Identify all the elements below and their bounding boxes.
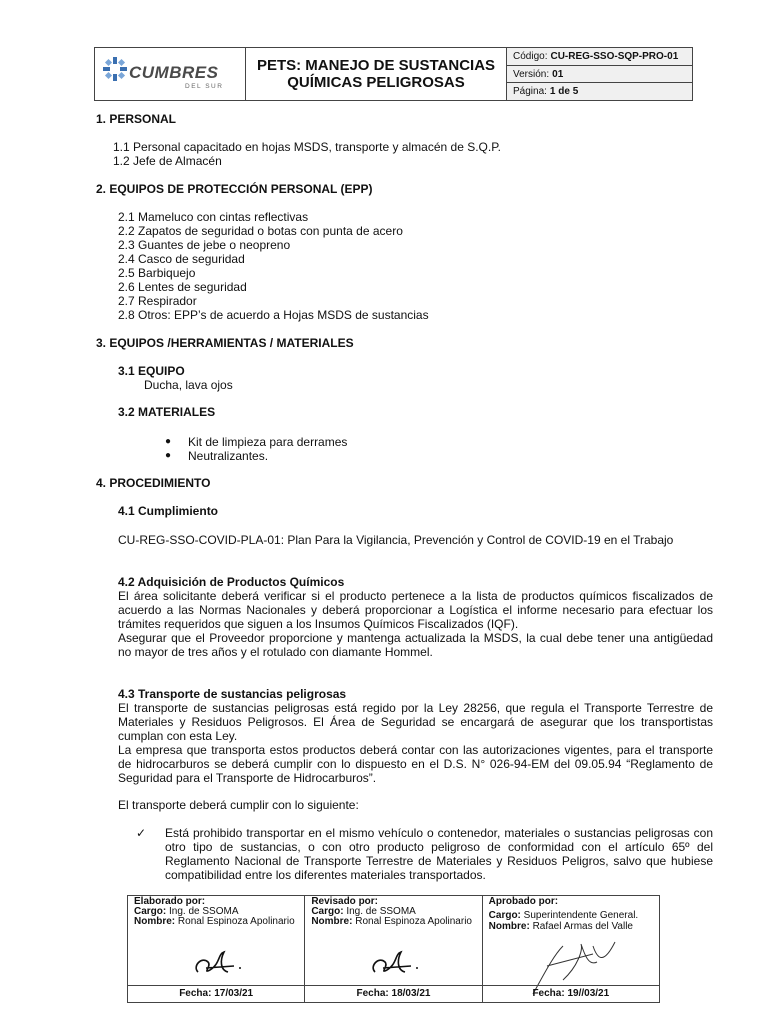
paragraph: El área solicitante deberá verificar si el producto pertenece a la lista de productos químicos fiscalizados de acuerdo a las Normas Nacionales y deberá proporcionar a Logística el informe necesario para efectuar los trámites requeridos que siguen a los Insumos Químicos Fiscalizados (IQF).	[118, 589, 713, 631]
approval-table	[127, 895, 660, 1003]
subsection-4-3-body	[118, 701, 713, 785]
paragraph: El transporte de sustancias peligrosas está regido por la Ley 28256, que regula el Transporte Terrestre de Materiales y Residuos Peligrosos. El Área de Seguridad se encargará de asegurar que los transportistas cumplan con esta Ley.	[118, 701, 713, 743]
aprobado-column: Aprobado por: Cargo: Superintendente General. Nombre: Rafael Armas del Valle Fecha: 19//03/21	[482, 896, 659, 1002]
signature-icon	[190, 948, 250, 978]
signature-icon	[367, 948, 427, 978]
list-item: 1.2 Jefe de Almacén	[113, 154, 222, 168]
paragraph: Asegurar que el Proveedor proporcione y mantenga actualizada la MSDS, la cual debe tener una antigüedad no mayor de tres años y el rotulado con diamante Hommel.	[118, 631, 713, 659]
section-3-heading: 3. EQUIPOS /HERRAMIENTAS / MATERIALES	[96, 336, 354, 350]
subsection-4-2-heading: 4.2 Adquisición de Productos Químicos	[118, 575, 345, 589]
bullet-dot-icon: ●	[165, 450, 172, 461]
section-4-heading: 4. PROCEDIMIENTO	[96, 476, 211, 490]
fecha-revisado: Fecha: 18/03/21	[305, 985, 481, 1002]
document-title	[246, 48, 507, 100]
logo-subtext: DEL SUR	[185, 83, 224, 90]
paragraph: El transporte deberá cumplir con lo siguiente:	[118, 798, 359, 812]
subsection-3-2-heading: 3.2 MATERIALES	[118, 405, 216, 419]
document-meta	[507, 48, 692, 100]
checklist-item: Está prohibido transportar en el mismo vehículo o contenedor, materiales o sustancias peligrosas con otro tipo de sustancias, o con otro producto peligroso de conformidad con el artículo 65º del Reglamento Nacional de Transporte Terrestre de Materiales y Residuos Peligros, salvo que hubiese compatibilidad entre los diferentes materiales transportados.	[165, 826, 713, 882]
company-logo	[95, 48, 246, 100]
list-item: 2.7 Respirador	[118, 294, 197, 308]
checkmark-icon: ✓	[136, 826, 147, 840]
list-item: 2.3 Guantes de jebe o neopreno	[118, 238, 291, 252]
code-row: Código: CU-REG-SSO-SQP-PRO-01	[507, 48, 692, 65]
version-row: Versión: 01	[507, 65, 692, 83]
list-item: 2.2 Zapatos de seguridad o botas con punta de acero	[118, 224, 403, 238]
subsection-4-3-heading: 4.3 Transporte de sustancias peligrosas	[118, 687, 347, 701]
section-2-heading: 2. EQUIPOS DE PROTECCIÓN PERSONAL (EPP)	[96, 182, 373, 196]
document-header	[94, 47, 693, 101]
page-row: Página: 1 de 5	[507, 82, 692, 100]
list-item: 2.4 Casco de seguridad	[118, 252, 245, 266]
list-item: Neutralizantes.	[188, 449, 269, 463]
title-line-1: PETS: MANEJO DE SUSTANCIAS	[256, 57, 496, 74]
list-item: 2.1 Mameluco con cintas reflectivas	[118, 210, 309, 224]
list-item: 2.6 Lentes de seguridad	[118, 280, 247, 294]
fecha-aprobado: Fecha: 19//03/21	[483, 985, 659, 1002]
logo-text: CUMBRES	[129, 63, 219, 82]
code-value: CU-REG-SSO-SQP-PRO-01	[550, 50, 679, 62]
elaborado-column: Elaborado por: Cargo: Ing. de SSOMA Nombre: Ronal Espinoza Apolinario Fecha: 17/03/21	[128, 896, 304, 1002]
section-1-heading: 1. PERSONAL	[96, 112, 177, 126]
bullet-dot-icon: ●	[165, 436, 172, 447]
subsection-4-2-body	[118, 589, 713, 659]
revisado-column: Revisado por: Cargo: Ing. de SSOMA Nombre: Ronal Espinoza Apolinario Fecha: 18/03/21	[304, 896, 481, 1002]
cumbres-logo-icon	[102, 56, 128, 82]
title-line-2: QUÍMICAS PELIGROSAS	[287, 74, 465, 91]
list-item: 2.5 Barbiquejo	[118, 266, 196, 280]
list-item: 1.1 Personal capacitado en hojas MSDS, transporte y almacén de S.Q.P.	[113, 140, 501, 154]
paragraph: La empresa que transporta estos productos deberá contar con las autorizaciones vigentes, para el transporte de hidrocarburos se deberá cumplir con lo dispuesto en el D.S. N° 026-94-EM del 09.05.94 “Reglamento de Seguridad para el Transporte de Hidrocarburos”.	[118, 743, 713, 785]
subsection-3-1-text: Ducha, lava ojos	[144, 378, 233, 392]
version-value: 01	[552, 68, 564, 80]
list-item: 2.8 Otros: EPP’s de acuerdo a Hojas MSDS de sustancias	[118, 308, 429, 322]
list-item: Kit de limpieza para derrames	[188, 435, 348, 449]
subsection-4-1-heading: 4.1 Cumplimiento	[118, 504, 219, 518]
subsection-3-1-heading: 3.1 EQUIPO	[118, 364, 185, 378]
subsection-4-1-text: CU-REG-SSO-COVID-PLA-01: Plan Para la Vigilancia, Prevención y Control de COVID-19 en el Trabajo	[118, 533, 674, 547]
fecha-elaborado: Fecha: 17/03/21	[128, 985, 304, 1002]
page-value: 1 de 5	[549, 86, 579, 98]
